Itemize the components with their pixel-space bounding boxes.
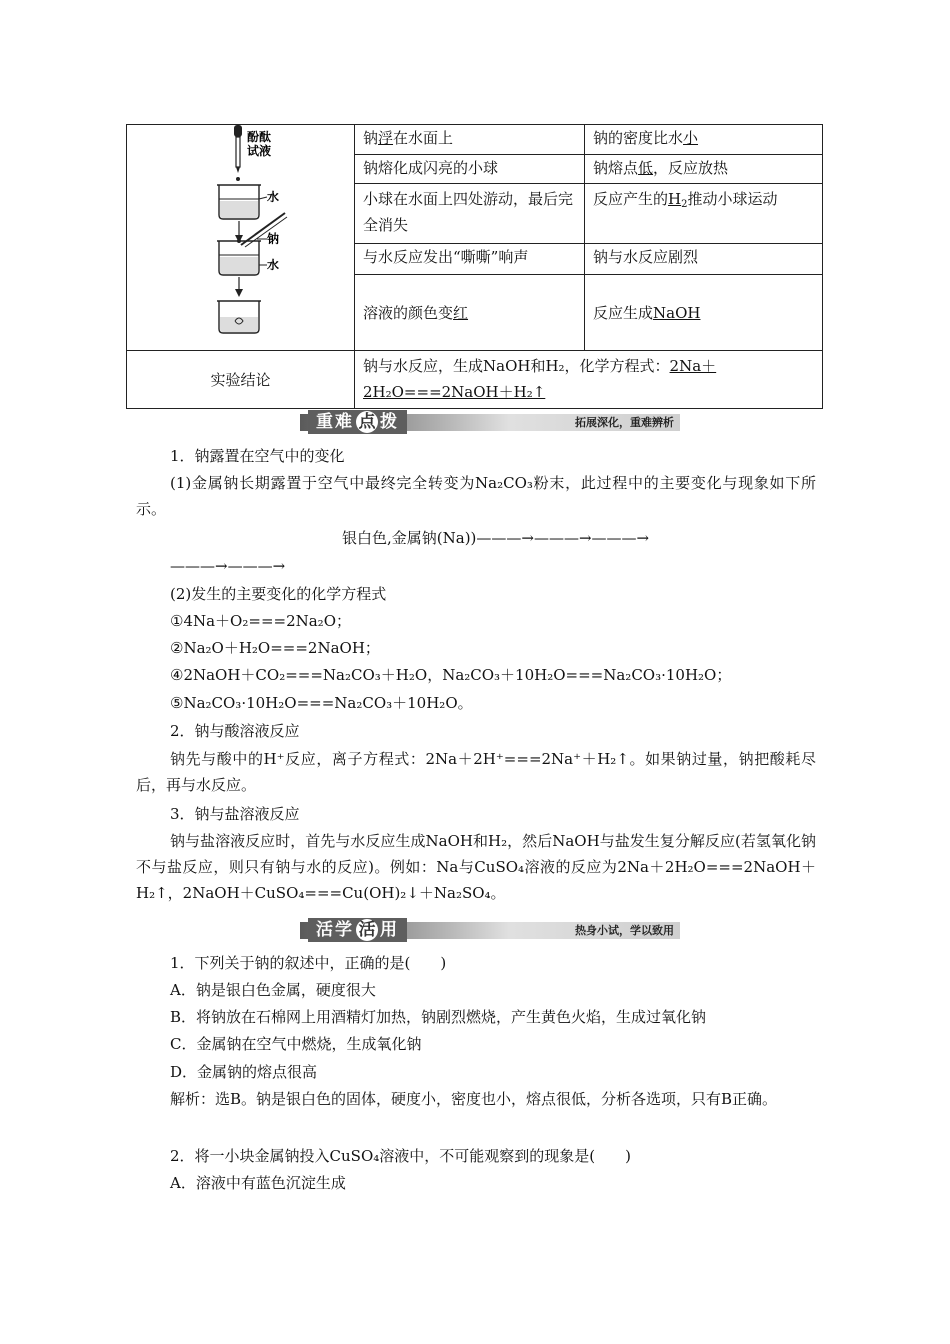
banner-practice (300, 918, 680, 942)
flow-line-1: 银白色,金属钠(Na))———→———→———→ (342, 529, 650, 547)
water-label-2: 水 (267, 258, 280, 272)
question-2: 2．将一小块金属钠投入CuSO₄溶液中，不可能观察到的现象是( ) (170, 1147, 631, 1165)
question-1-option-c: C．金属钠在空气中燃烧，生成氧化钠 (170, 1035, 422, 1053)
flow-line-2: ———→———→ (170, 557, 286, 575)
apparatus-figure (127, 125, 355, 351)
question-1: 1．下列关于钠的叙述中，正确的是( ) (170, 954, 447, 972)
equation-4: ⑤Na₂CO₃·10H₂O===Na₂CO₃＋10H₂O。 (170, 694, 473, 712)
phenomenon-cell-5: 溶液的颜色变红 (355, 275, 585, 351)
banner-practice-subtitle: 热身小试，学以致用 (575, 924, 674, 937)
paragraph-1: (1)金属钠长期露置于空气中最终完全转变为Na₂CO₃粉末，此过程中的主要变化与现象如下所示。 (136, 474, 816, 518)
paragraph-4: 钠与盐溶液反应时，首先与水反应生成NaOH和H₂，然后NaOH与盐发生复分解反应(若氢氧化钠不与盐反应，则只有钠与水的反应)。例如：Na与CuSO₄溶液的反应为2Na＋2H₂O===2NaOH＋H₂↑，2NaOH＋CuSO₄===Cu(OH)₂↓＋Na₂SO₄。 (136, 832, 816, 902)
equation-3: ④2NaOH＋CO₂===Na₂CO₃＋H₂O，Na₂CO₃＋10H₂O===Na₂CO₃·10H₂O； (170, 666, 732, 684)
conclusion-label: 实验结论 (127, 351, 355, 409)
tweezers-icon (241, 213, 287, 247)
heading-1: 1．钠露置在空气中的变化 (170, 447, 345, 465)
banner-practice-title: 活 学 活 用 (308, 918, 407, 942)
beaker-3-icon (217, 301, 261, 333)
dropper-icon (234, 125, 242, 181)
equation-2: ②Na₂O＋H₂O===2NaOH； (170, 639, 380, 657)
equation-1: ①4Na＋O₂===2Na₂O； (170, 612, 351, 630)
banner-key-points-subtitle: 拓展深化，重难辨析 (575, 416, 674, 429)
water-label-1: 水 (267, 190, 280, 204)
question-1-option-d: D．金属钠的熔点很高 (170, 1063, 318, 1081)
phenomenon-cell-3: 小球在水面上四处游动，最后完全消失 (355, 184, 585, 244)
explanation-cell-4: 钠与水反应剧烈 (585, 244, 823, 275)
phenomenon-cell-1: 钠浮在水面上 (355, 125, 585, 155)
paragraph-2: (2)发生的主要变化的化学方程式 (170, 585, 387, 603)
conclusion-text: 钠与水反应，生成NaOH和H₂，化学方程式：2Na＋2H₂O===2NaOH＋H₂↑ (355, 351, 823, 409)
explanation-cell-5: 反应生成NaOH (585, 275, 823, 351)
explanation-cell-1: 钠的密度比水小 (585, 125, 823, 155)
explanation-cell-3: 反应产生的$H_2$推动小球运动 (585, 184, 823, 244)
sodium-label: 钠 (267, 232, 280, 246)
experiment-figure-cell (127, 125, 355, 351)
experiment-table (126, 124, 823, 409)
phenomenon-cell-4: 与水反应发出“嘶嘶”响声 (355, 244, 585, 275)
paragraph-3: 钠先与酸中的H⁺反应，离子方程式：2Na＋2H⁺===2Na⁺＋H₂↑。如果钠过量，钠把酸耗尽后，再与水反应。 (136, 750, 816, 794)
beaker-1-icon (217, 185, 261, 219)
question-2-option-a: A．溶液中有蓝色沉淀生成 (170, 1174, 346, 1192)
phenomenon-cell-2: 钠熔化成闪亮的小球 (355, 155, 585, 184)
beaker-2-icon (217, 239, 261, 275)
question-1-option-a: A．钠是银白色金属，硬度很大 (170, 981, 376, 999)
explanation-cell-2: 钠熔点低，反应放热 (585, 155, 823, 184)
heading-3: 3．钠与盐溶液反应 (170, 805, 300, 823)
heading-2: 2．钠与酸溶液反应 (170, 722, 300, 740)
banner-key-points (300, 410, 680, 434)
question-1-answer: 解析：选B。钠是银白色的固体，硬度小，密度也小，熔点很低，分析各选项，只有B正确。 (170, 1090, 778, 1108)
reagent-label: 酚酞试液 (247, 130, 272, 158)
banner-key-points-title: 重 难 点 拨 (308, 410, 407, 434)
question-1-option-b: B．将钠放在石棉网上用酒精灯加热，钠剧烈燃烧，产生黄色火焰，生成过氧化钠 (170, 1008, 707, 1026)
